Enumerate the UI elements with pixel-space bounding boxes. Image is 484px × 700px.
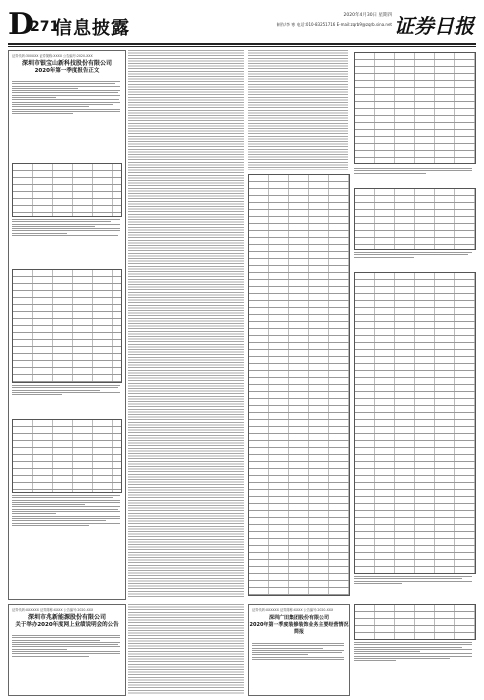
data-table: [354, 604, 476, 640]
masthead-rule-thin: [8, 46, 476, 47]
shareholder-table: [12, 269, 122, 383]
section-title: 信息披露: [54, 18, 130, 39]
announcement-title: 2020年第一季度装修装饰业务主要经营情况简报: [249, 622, 349, 635]
announcement-block: [8, 50, 126, 600]
company-name: 深圳广田集团股份有限公司: [268, 615, 329, 621]
data-table: [354, 52, 476, 164]
page-letter: D: [8, 7, 35, 42]
editor-contact: 制作/李 寒 电话:010-83251716 E-mail:zqrb9@zqrb.sina.net: [276, 22, 392, 27]
financial-data-table: [12, 163, 122, 217]
data-table: [354, 188, 476, 250]
stock-code-line: 证券代码:XXXXXX 证券简称:XXXX 公告编号:2020-XXX: [252, 608, 334, 612]
page-number: 271: [30, 19, 60, 35]
body-text: [12, 635, 122, 693]
body-text: [252, 643, 346, 693]
announcement-block: [248, 604, 350, 696]
body-text: [12, 495, 122, 595]
issue-date: 2020年4月30日 星期四: [343, 13, 392, 18]
stock-code-line: 证券代码:300XXX 证券简称:XXXX 公告编号:2020-XXX: [12, 54, 93, 58]
text-column: [248, 50, 348, 170]
body-text: [12, 81, 122, 161]
masthead-rule: [8, 43, 476, 45]
body-text: [354, 252, 474, 268]
company-name: 深圳市银宝山新科技股份有限公司: [21, 60, 112, 67]
body-text: [354, 576, 474, 598]
data-table: [354, 272, 476, 574]
newspaper-logo: 证券日报: [394, 14, 474, 38]
announcement-title: 关于举办2020年度网上业绩说明会的公告: [15, 622, 119, 628]
announcement-title: 2020年第一季度报告正文: [34, 68, 100, 74]
body-text: [12, 219, 122, 265]
masthead: [8, 8, 476, 42]
data-table: [248, 174, 350, 596]
body-text: [354, 642, 474, 694]
body-text: [12, 385, 122, 415]
stock-code-line: 证券代码:XXXXXX 证券简称:XXXX 公告编号:2020-XXX: [12, 608, 94, 612]
text-column: [128, 50, 244, 598]
announcement-block: [8, 604, 126, 696]
company-name: 深圳市兆新能源股份有限公司: [27, 614, 106, 621]
text-column: [128, 604, 244, 694]
body-text: [354, 168, 474, 184]
data-table: [12, 419, 122, 493]
